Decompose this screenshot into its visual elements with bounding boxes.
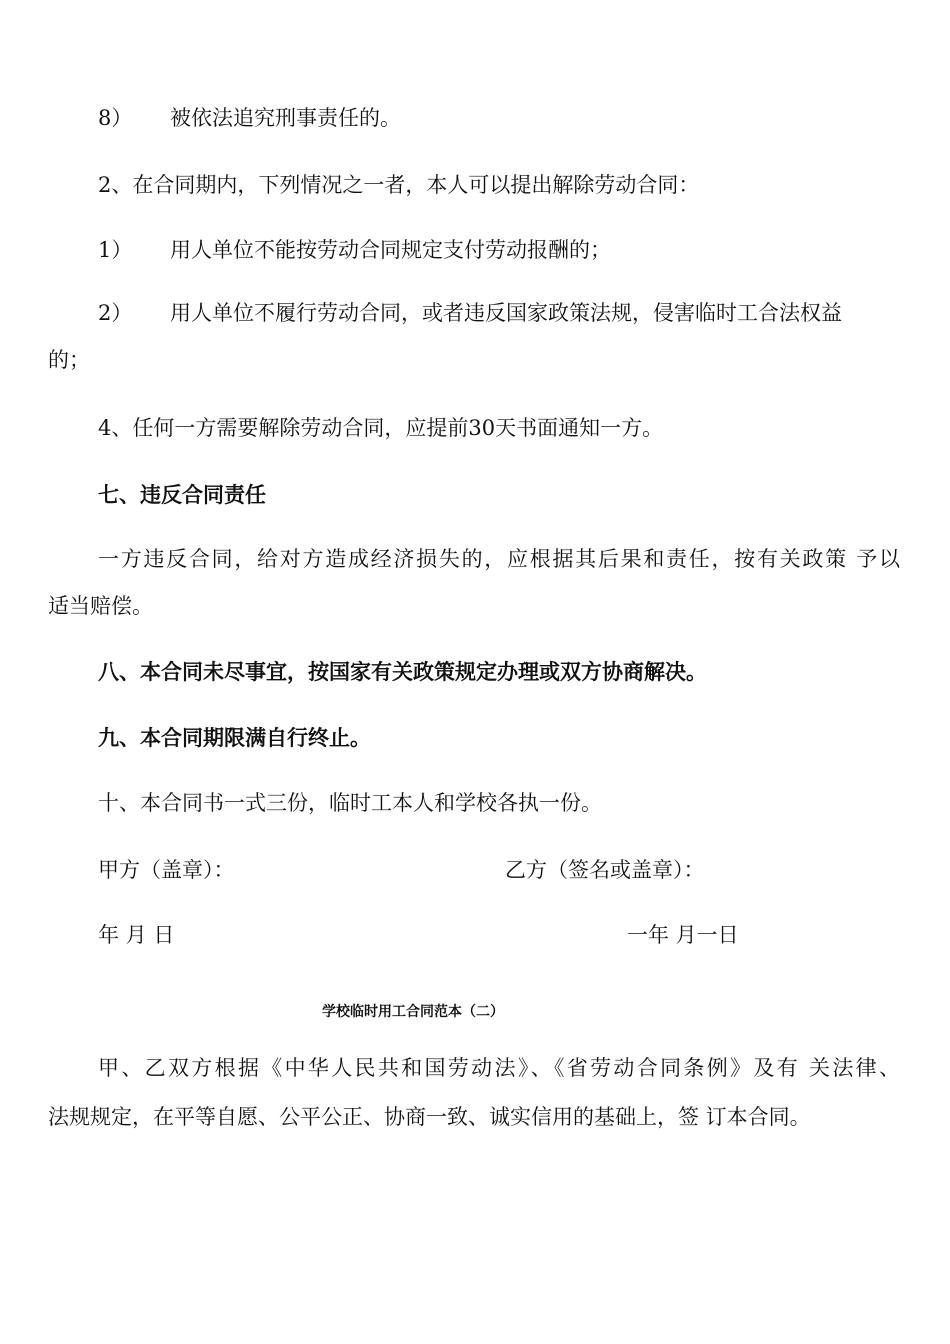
paragraph-text: 适当赔偿。 [48, 594, 153, 618]
clause-item-2-continuation [48, 346, 90, 374]
preamble-line1 [98, 1054, 900, 1082]
clause-text: 4、任何一方需要解除劳动合同，应提前30天书面通知一方。 [98, 416, 664, 440]
clause-item-2 [98, 299, 842, 327]
preamble-line2 [48, 1103, 811, 1131]
signature-label: 乙方（签名或盖章）： [505, 858, 705, 882]
clause-text: 2、在合同期内，下列情况之一者，本人可以提出解除劳动合同： [98, 173, 700, 197]
item-number: 2） [98, 301, 133, 325]
party-b-date [627, 921, 739, 949]
section-9-heading [98, 724, 371, 752]
item-text: 被依法追究刑事责任的。 [170, 106, 401, 130]
party-a-date [98, 921, 174, 949]
paragraph-text: 一方违反合同，给对方造成经济损失的，应根据其后果和责任，按有关政策 予以 [98, 547, 900, 571]
date-text: 年 月 日 [98, 923, 175, 947]
section-7-paragraph-line2 [48, 592, 153, 620]
clause-item-8 [98, 104, 401, 132]
title-text: 学校临时用工合同范本（二） [322, 1004, 504, 1020]
section-title: 八、本合同未尽事宜，按国家有关政策规定办理或双方协商解决。 [98, 659, 707, 684]
party-a-label [98, 856, 235, 884]
clause-4 [98, 414, 663, 442]
item-text: 用人单位不能按劳动合同规定支付劳动报酬的； [170, 238, 611, 262]
item-number: 1） [98, 238, 133, 262]
item-text: 用人单位不履行劳动合同，或者违反国家政策法规，侵害临时工合法权益 [170, 301, 842, 325]
section-title: 十、本合同书一式三份，临时工本人和学校各执一份。 [98, 791, 602, 815]
paragraph-text: 法规规定，在平等自愿、公平公正、协商一致、诚实信用的基础上，签 订本合同。 [48, 1105, 811, 1129]
section-8-heading [98, 658, 707, 686]
signature-label: 甲方（盖章）： [98, 858, 235, 882]
section-7-heading [98, 481, 266, 509]
clause-item-1 [98, 236, 611, 264]
section-title: 九、本合同期限满自行终止。 [98, 725, 371, 750]
paragraph-text: 甲、乙双方根据《中华人民共和国劳动法》、《省劳动合同条例》及有 关法律、 [98, 1056, 900, 1080]
section-10-heading [98, 789, 602, 817]
subdocument-title [322, 1002, 504, 1022]
item-number: 8） [98, 106, 133, 130]
date-text: 一年 月一日 [627, 923, 739, 947]
section-7-paragraph-line1 [98, 545, 900, 573]
party-b-label [505, 856, 705, 884]
item-text-continued: 的； [48, 348, 90, 372]
section-title: 七、违反合同责任 [98, 482, 266, 507]
clause-2-heading [98, 171, 699, 199]
